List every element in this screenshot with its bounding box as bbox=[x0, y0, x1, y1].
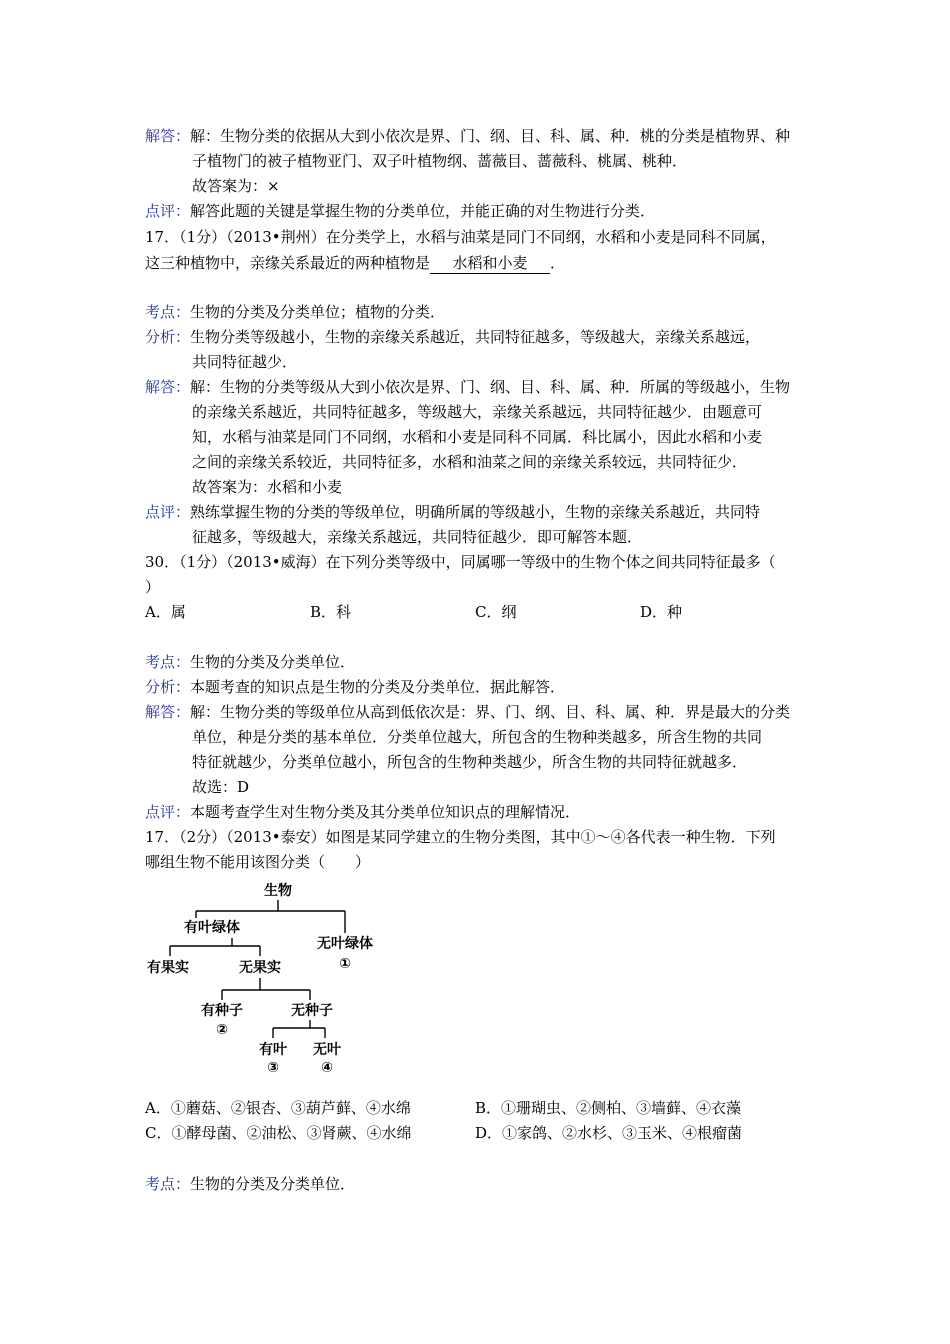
q17a-fenxi-line2: 共同特征越少． bbox=[192, 353, 298, 371]
q30-option-a: A．属 bbox=[145, 603, 186, 621]
tree-has-seed: 有种子 bbox=[201, 1003, 243, 1019]
q30-fenxi: 分析：本题考查的知识点是生物的分类及分类单位．据此解答． bbox=[145, 678, 566, 696]
label-jieda: 解答： bbox=[145, 127, 191, 145]
q17b-option-c: C．①酵母菌、②油松、③肾蕨、④水绵 bbox=[145, 1124, 412, 1142]
q30-dianping: 点评：本题考查学生对生物分类及其分类单位知识点的理解情况． bbox=[145, 803, 581, 821]
q30-option-b: B．科 bbox=[310, 603, 352, 621]
tree-no-fruit: 无果实 bbox=[239, 960, 281, 976]
q17a-dianping-line2: 征越多，等级越大，亲缘关系越远，共同特征越少．即可解答本题． bbox=[192, 528, 643, 546]
q30-jieda-line1: 解答：解：生物分类的等级单位从高到低依次是：界、门、纲、目、科、属、种．界是最大的分类 bbox=[145, 703, 791, 721]
q30-jieda-line2: 单位，种是分类的基本单位．分类单位越大，所包含的生物种类越多，所含生物的共同 bbox=[192, 728, 763, 746]
q17a-stem-line1: 17．（1分）（2013•荆州）在分类学上，水稻与油菜是同门不同纲，水稻和小麦是同科不同属， bbox=[145, 228, 776, 246]
q17a-answer-blank: 水稻和小麦 bbox=[430, 253, 550, 274]
tree-mark-2: ② bbox=[216, 1022, 228, 1038]
tree-mark-1: ① bbox=[339, 956, 351, 972]
q17a-jieda-line5: 故答案为：水稻和小麦 bbox=[192, 478, 343, 496]
label-dianping: 点评： bbox=[145, 803, 191, 821]
q30-option-c: C．纲 bbox=[475, 603, 517, 621]
q17a-jieda-line3: 知，水稻与油菜是同门不同纲，水稻和小麦是同科不同属．科比属小，因此水稻和小麦 bbox=[192, 428, 763, 446]
q17a-kaodian: 考点：生物的分类及分类单位；植物的分类． bbox=[145, 303, 446, 321]
tree-has-fruit: 有果实 bbox=[147, 960, 189, 976]
q17a-stem-line2: 这三种植物中，亲缘关系最近的两种植物是 水稻和小麦 ． bbox=[145, 254, 566, 272]
tree-mark-3: ③ bbox=[267, 1060, 279, 1076]
tree-has-chloroplast: 有叶绿体 bbox=[184, 920, 240, 936]
s1-dianping: 点评：解答此题的关键是掌握生物的分类单位，并能正确的对生物进行分类． bbox=[145, 202, 656, 220]
s1-jieda-line2: 子植物门的被子植物亚门、双子叶植物纲、蔷薇目、蔷薇科、桃属、桃种． bbox=[192, 152, 688, 170]
q17a-dianping-line1: 点评：熟练掌握生物的分类的等级单位，明确所属的等级越小，生物的亲缘关系越近，共同特 bbox=[145, 503, 761, 521]
tree-has-leaf: 有叶 bbox=[259, 1042, 287, 1058]
label-dianping: 点评： bbox=[145, 202, 191, 220]
q30-option-d: D．种 bbox=[640, 603, 683, 621]
tree-no-chloroplast: 无叶绿体 bbox=[317, 936, 373, 952]
q17b-stem-line1: 17．（2分）（2013•泰安）如图是某同学建立的生物分类图，其中①～④各代表一种生物．下列 bbox=[145, 828, 776, 846]
s1-jieda-line3: 故答案为：× bbox=[192, 177, 280, 195]
q30-stem-line2: ） bbox=[145, 578, 161, 596]
q30-jieda-line3: 特征就越少，分类单位越小，所包含的生物种类越少，所含生物的共同特征就越多． bbox=[192, 753, 748, 771]
label-dianping: 点评： bbox=[145, 503, 191, 521]
q30-jieda-line4: 故选：D bbox=[192, 778, 250, 796]
q17a-fenxi-line1: 分析：生物分类等级越小，生物的亲缘关系越近，共同特征越多，等级越大，亲缘关系越远， bbox=[145, 328, 761, 346]
q17a-jieda-line2: 的亲缘关系越近，共同特征越多，等级越大，亲缘关系越远，共同特征越少．由题意可 bbox=[192, 403, 763, 421]
tree-mark-4: ④ bbox=[321, 1060, 333, 1076]
q17b-option-a: A．①蘑菇、②银杏、③葫芦藓、④水绵 bbox=[145, 1099, 411, 1117]
tree-no-leaf: 无叶 bbox=[313, 1042, 341, 1058]
q17b-option-b: B．①珊瑚虫、②侧柏、③墙藓、④衣藻 bbox=[475, 1099, 742, 1117]
classification-tree-figure bbox=[140, 878, 390, 1088]
tree-no-seed: 无种子 bbox=[291, 1003, 333, 1019]
s1-jieda-line1: 解答：解：生物分类的依据从大到小依次是界、门、纲、目、科、属、种．桃的分类是植物界、种 bbox=[145, 127, 791, 145]
label-kaodian: 考点： bbox=[145, 1175, 191, 1193]
label-fenxi: 分析： bbox=[145, 678, 191, 696]
q17b-kaodian: 考点：生物的分类及分类单位． bbox=[145, 1175, 356, 1193]
label-jieda: 解答： bbox=[145, 703, 191, 721]
q30-kaodian: 考点：生物的分类及分类单位． bbox=[145, 653, 356, 671]
q17b-option-d: D．①家鸽、②水杉、③玉米、④根瘤菌 bbox=[475, 1124, 743, 1142]
label-kaodian: 考点： bbox=[145, 303, 191, 321]
q17a-jieda-line1: 解答：解：生物的分类等级从大到小依次是界、门、纲、目、科、属、种．所属的等级越小，生物 bbox=[145, 378, 791, 396]
q17a-jieda-line4: 之间的亲缘关系较近，共同特征多，水稻和油菜之间的亲缘关系较远，共同特征少． bbox=[192, 453, 748, 471]
q17b-stem-line2: 哪组生物不能用该图分类（ ） bbox=[145, 853, 371, 871]
label-jieda: 解答： bbox=[145, 378, 191, 396]
tree-root: 生物 bbox=[264, 883, 292, 899]
label-fenxi: 分析： bbox=[145, 328, 191, 346]
label-kaodian: 考点： bbox=[145, 653, 191, 671]
q30-stem-line1: 30．（1分）（2013•威海）在下列分类等级中，同属哪一等级中的生物个体之间共同特征最多（ bbox=[145, 553, 776, 571]
